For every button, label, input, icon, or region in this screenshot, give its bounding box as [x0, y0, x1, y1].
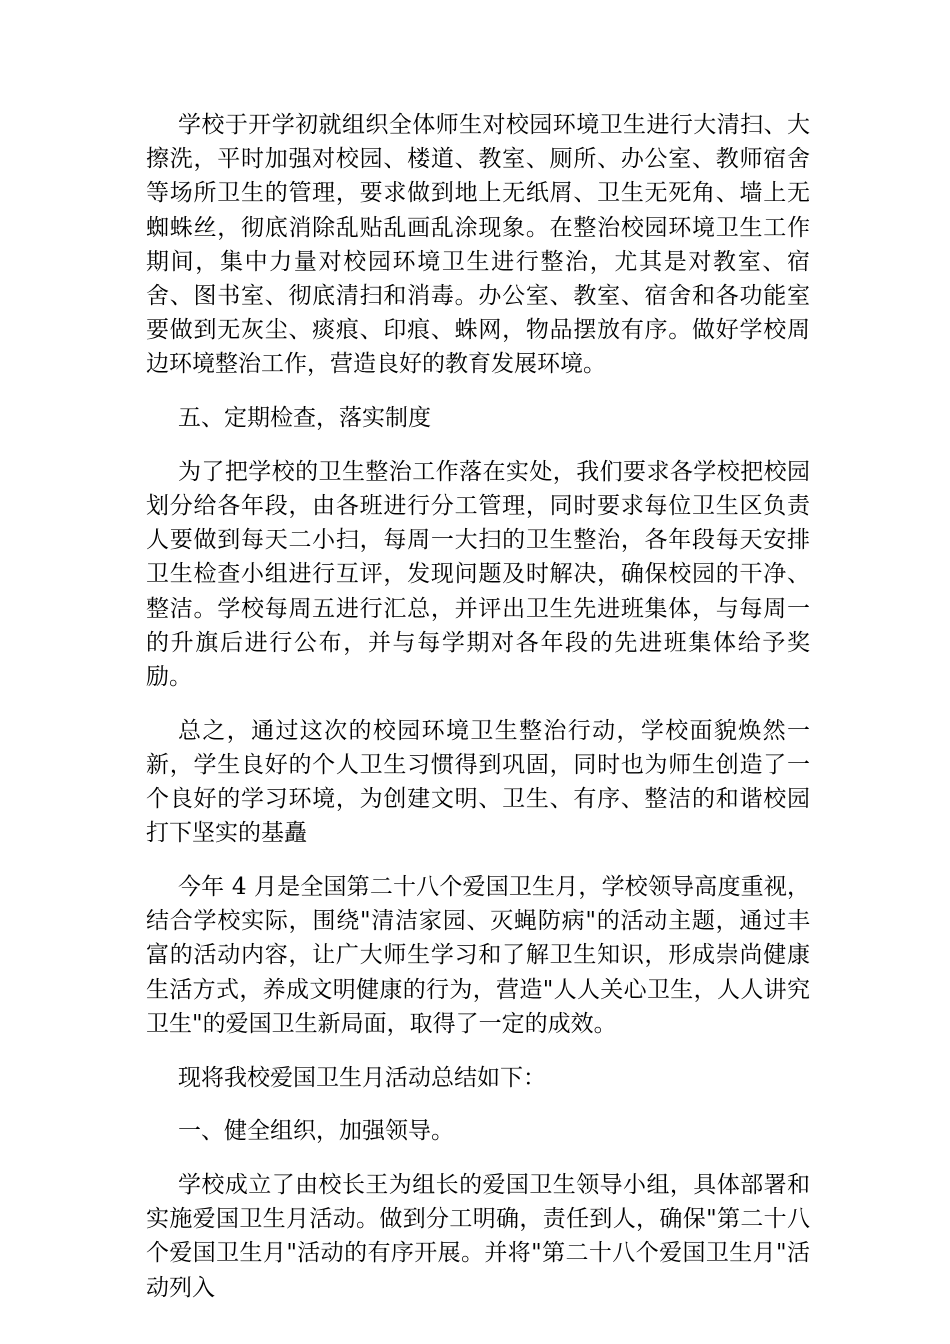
- paragraph-leadership-group: 学校成立了由校长王为组长的爱国卫生领导小组，具体部署和实施爱国卫生月活动。做到分工明确，责任到人，确保"第二十八个爱国卫生月"活动的有序开展。并将"第二十八个爱国卫生月"活动列入: [146, 1171, 810, 1301]
- paragraph-campus-cleaning: 学校于开学初就组织全体师生对校园环境卫生进行大清扫、大擦洗，平时加强对校园、楼道、教室、厕所、办公室、教师宿舍等场所卫生的管理，要求做到地上无纸屑、卫生无死角、墙上无蜘蛛丝，彻底消除乱贴乱画乱涂现象。在整治校园环境卫生工作期间，集中力量对校园环境卫生进行整治，尤其是对教室、宿舍、图书室、彻底清扫和消毒。办公室、教室、宿舍和各功能室要做到无灰尘、痰痕、印痕、蛛网，物品摆放有序。做好学校周边环境整治工作，营造良好的教育发展环境。: [146, 112, 810, 378]
- paragraph-summary-intro: 现将我校爱国卫生月活动总结如下：: [178, 1064, 546, 1091]
- paragraph-conclusion: 总之，通过这次的校园环境卫生整治行动，学校面貌焕然一新，学生良好的个人卫生习惯得到巩固，同时也为师生创造了一个良好的学习环境，为创建文明、卫生、有序、整洁的和谐校园打下坚实的基矗: [146, 717, 810, 847]
- paragraph-inspection-system: 为了把学校的卫生整治工作落在实处，我们要求各学校把校园划分给各年段，由各班进行分工管理，同时要求每位卫生区负责人要做到每天二小扫，每周一大扫的卫生整治，各年段每天安排卫生检查小组进行互评，发现问题及时解决，确保校园的干净、整洁。学校每周五进行汇总，并评出卫生先进班集体，与每周一的升旗后进行公布，并与每学期对各年段的先进班集体给予奖励。: [146, 458, 810, 691]
- document-body: [146, 108, 810, 1305]
- section-heading-regular-inspection: 五、定期检查，落实制度: [178, 405, 431, 432]
- section-heading-organization: 一、健全组织，加强领导。: [178, 1118, 454, 1145]
- paragraph-patriotic-health-month: 今年 4 月是全国第二十八个爱国卫生月，学校领导高度重视，结合学校实际，围绕"清洁家园、灭蝇防病"的活动主题，通过丰富的活动内容，让广大师生学习和了解卫生知识，形成崇尚健康生活方式，养成文明健康的行为，营造"人人关心卫生，人人讲究卫生"的爱国卫生新局面，取得了一定的成效。: [146, 874, 810, 1037]
